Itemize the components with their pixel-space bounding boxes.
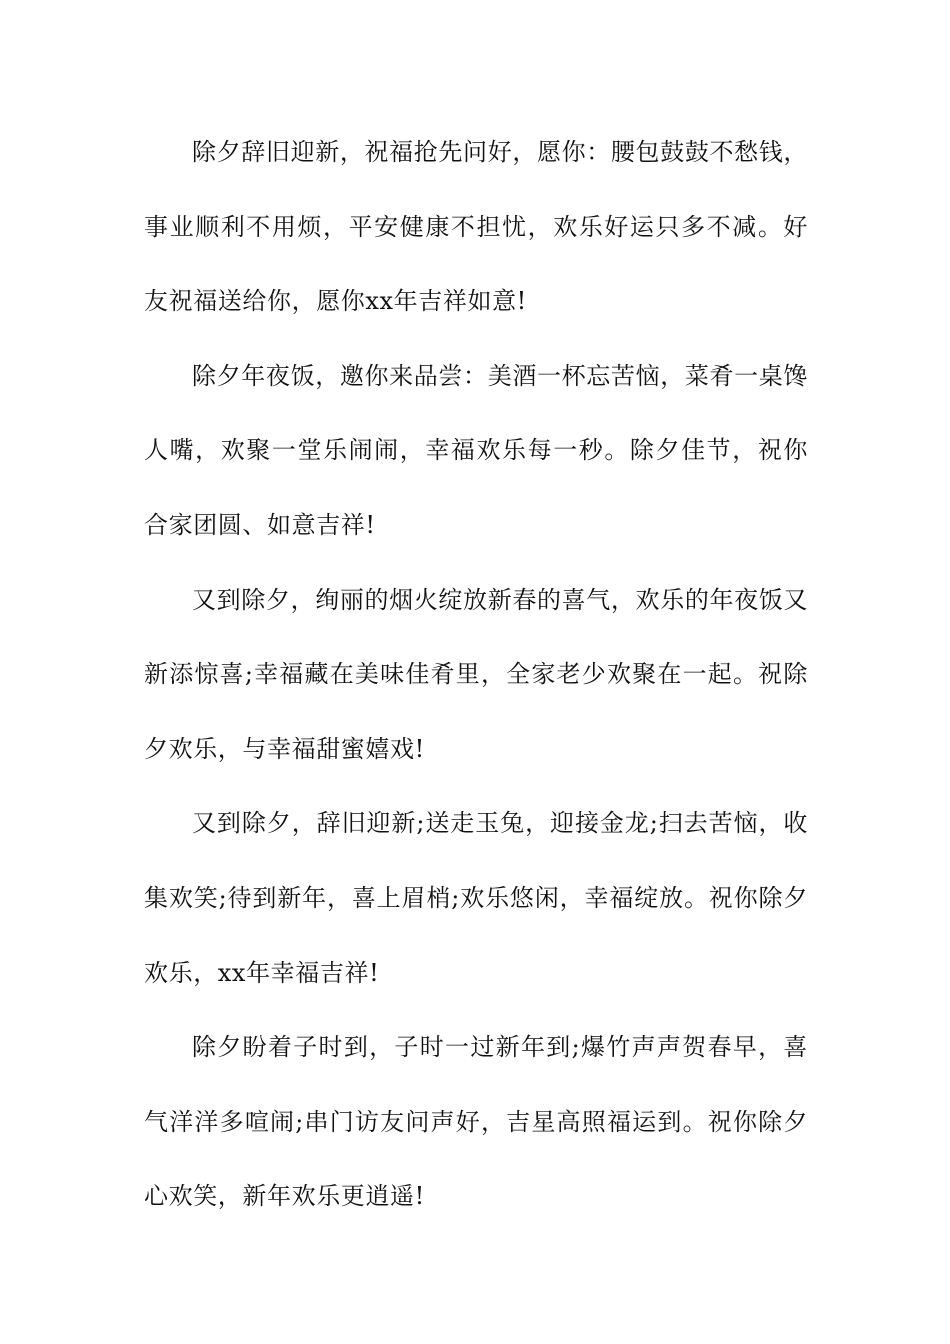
paragraph-1: 除夕辞旧迎新，祝福抢先问好，愿你：腰包鼓鼓不愁钱，事业顺利不用烦，平安健康不担忧，欢乐好运只多不减。好友祝福送给你，愿你xx年吉祥如意! [144,138,808,316]
paragraph-5: 除夕盼着子时到，子时一过新年到;爆竹声声贺春早，喜气洋洋多喧闹;串门访友问声好，吉星高照福运到。祝你除夕心欢笑，新年欢乐更逍遥! [144,1033,808,1211]
paragraph-3: 又到除夕，绚丽的烟火绽放新春的喜气，欢乐的年夜饭又新添惊喜;幸福藏在美味佳肴里，全家老少欢聚在一起。祝除夕欢乐，与幸福甜蜜嬉戏! [144,585,808,763]
paragraph-4: 又到除夕，辞旧迎新;送走玉兔，迎接金龙;扫去苦恼，收集欢笑;待到新年，喜上眉梢;欢乐悠闲，幸福绽放。祝你除夕欢乐，xx年幸福吉祥! [144,809,808,987]
paragraph-2: 除夕年夜饭，邀你来品尝：美酒一杯忘苦恼，菜肴一桌馋人嘴，欢聚一堂乐闹闹，幸福欢乐每一秒。除夕佳节，祝你合家团圆、如意吉祥! [144,361,808,539]
document-body [144,115,808,1234]
